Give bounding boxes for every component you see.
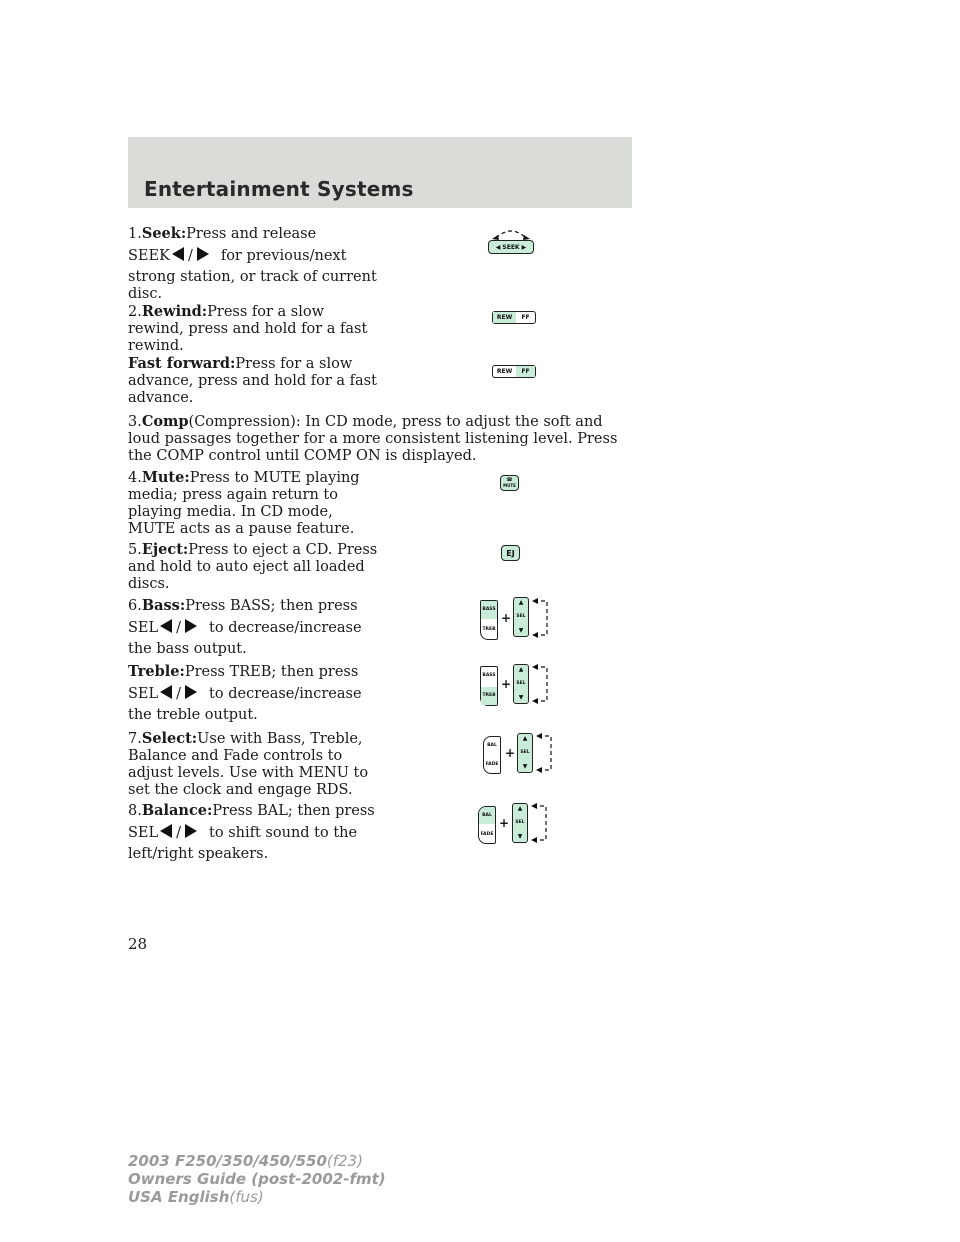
sel-button-illustration: ▲ SEL ▼ <box>517 733 533 773</box>
item-text: strong station, or track of current disc. <box>128 269 377 302</box>
document-footer: 2003 F250/350/450/550(f23) Owners Guide (post-2002-fmt) USA English(fus) <box>128 1152 386 1206</box>
section-header <box>128 137 632 208</box>
rew-ff-button-illustration: REW FF <box>492 311 536 324</box>
eject-button-illustration: EJ <box>501 545 520 561</box>
dashed-bracket-icon <box>532 665 552 703</box>
bal-fade-button-illustration: BAL FADE <box>483 736 501 774</box>
arrow-right-icon <box>185 824 197 838</box>
dashed-bracket-icon <box>536 734 556 772</box>
bass-treb-button-illustration: BASS TREB <box>480 600 498 640</box>
item-bass: 6.Bass:Press BASS; then press SEL / to decrease/increase the bass output. <box>128 597 362 657</box>
rew-ff-button-illustration: REW FF <box>492 365 536 378</box>
item-mute: 4.Mute:Press to MUTE playing media; press again return to playing media. In CD mode, MUTE acts as a pause feature. <box>128 469 360 537</box>
item-number: 1. <box>128 226 142 242</box>
bass-treb-button-illustration: BASS TREB <box>480 666 498 706</box>
sel-button-illustration: ▲ SEL ▼ <box>512 803 528 843</box>
plus-sign: + <box>501 611 512 625</box>
section-title: Entertainment Systems <box>144 177 414 201</box>
arrow-left-icon <box>160 824 172 838</box>
mute-button-illustration: ☎ MUTE <box>500 475 519 491</box>
item-fast-forward: Fast forward:Press for a slow advance, press and hold for a fast advance. <box>128 355 377 406</box>
dashed-bracket-icon <box>532 599 552 637</box>
plus-sign: + <box>501 677 512 691</box>
dashed-bracket-icon <box>531 804 551 842</box>
sel-button-illustration: ▲ SEL ▼ <box>513 664 529 704</box>
sel-button-illustration: ▲ SEL ▼ <box>513 597 529 637</box>
item-treble: Treble:Press TREB; then press SEL / to decrease/increase the treble output. <box>128 663 362 723</box>
item-seek: 1.Seek:Press and release SEEK / for previous/next strong station, or track of current disc. <box>128 225 377 302</box>
item-eject: 5.Eject:Press to eject a CD. Press and hold to auto eject all loaded discs. <box>128 541 378 592</box>
seek-arc-icon <box>488 226 534 240</box>
item-comp: 3.Comp(Compression): In CD mode, press to adjust the soft and loud passages together for a more consistent listening level. Press the COMP control until COMP ON is displayed. <box>128 413 618 464</box>
seek-suffix: for previous/next <box>220 248 347 264</box>
item-balance: 8.Balance:Press BAL; then press SEL / to shift sound to the left/right speakers. <box>128 802 375 862</box>
item-lead: Press and release <box>186 226 317 242</box>
arrow-right-icon <box>185 619 197 633</box>
plus-sign: + <box>499 816 510 830</box>
arrow-right-icon <box>185 685 197 699</box>
arrow-left-icon <box>160 685 172 699</box>
arrow-left-icon <box>172 247 184 261</box>
seek-prefix: SEEK <box>128 248 170 264</box>
arrow-left-icon <box>160 619 172 633</box>
page-number: 28 <box>128 935 148 953</box>
item-select: 7.Select:Use with Bass, Treble, Balance and Fade controls to adjust levels. Use with MENU to set the clock and engage RDS. <box>128 730 369 798</box>
item-rewind: 2.Rewind:Press for a slow rewind, press and hold for a fast rewind. <box>128 303 368 354</box>
arrow-right-icon <box>197 247 209 261</box>
bal-fade-button-illustration: BAL FADE <box>478 806 496 844</box>
seek-button-illustration: ◀ SEEK ▶ <box>488 240 534 254</box>
plus-sign: + <box>505 746 516 760</box>
item-term: Seek: <box>141 225 187 242</box>
